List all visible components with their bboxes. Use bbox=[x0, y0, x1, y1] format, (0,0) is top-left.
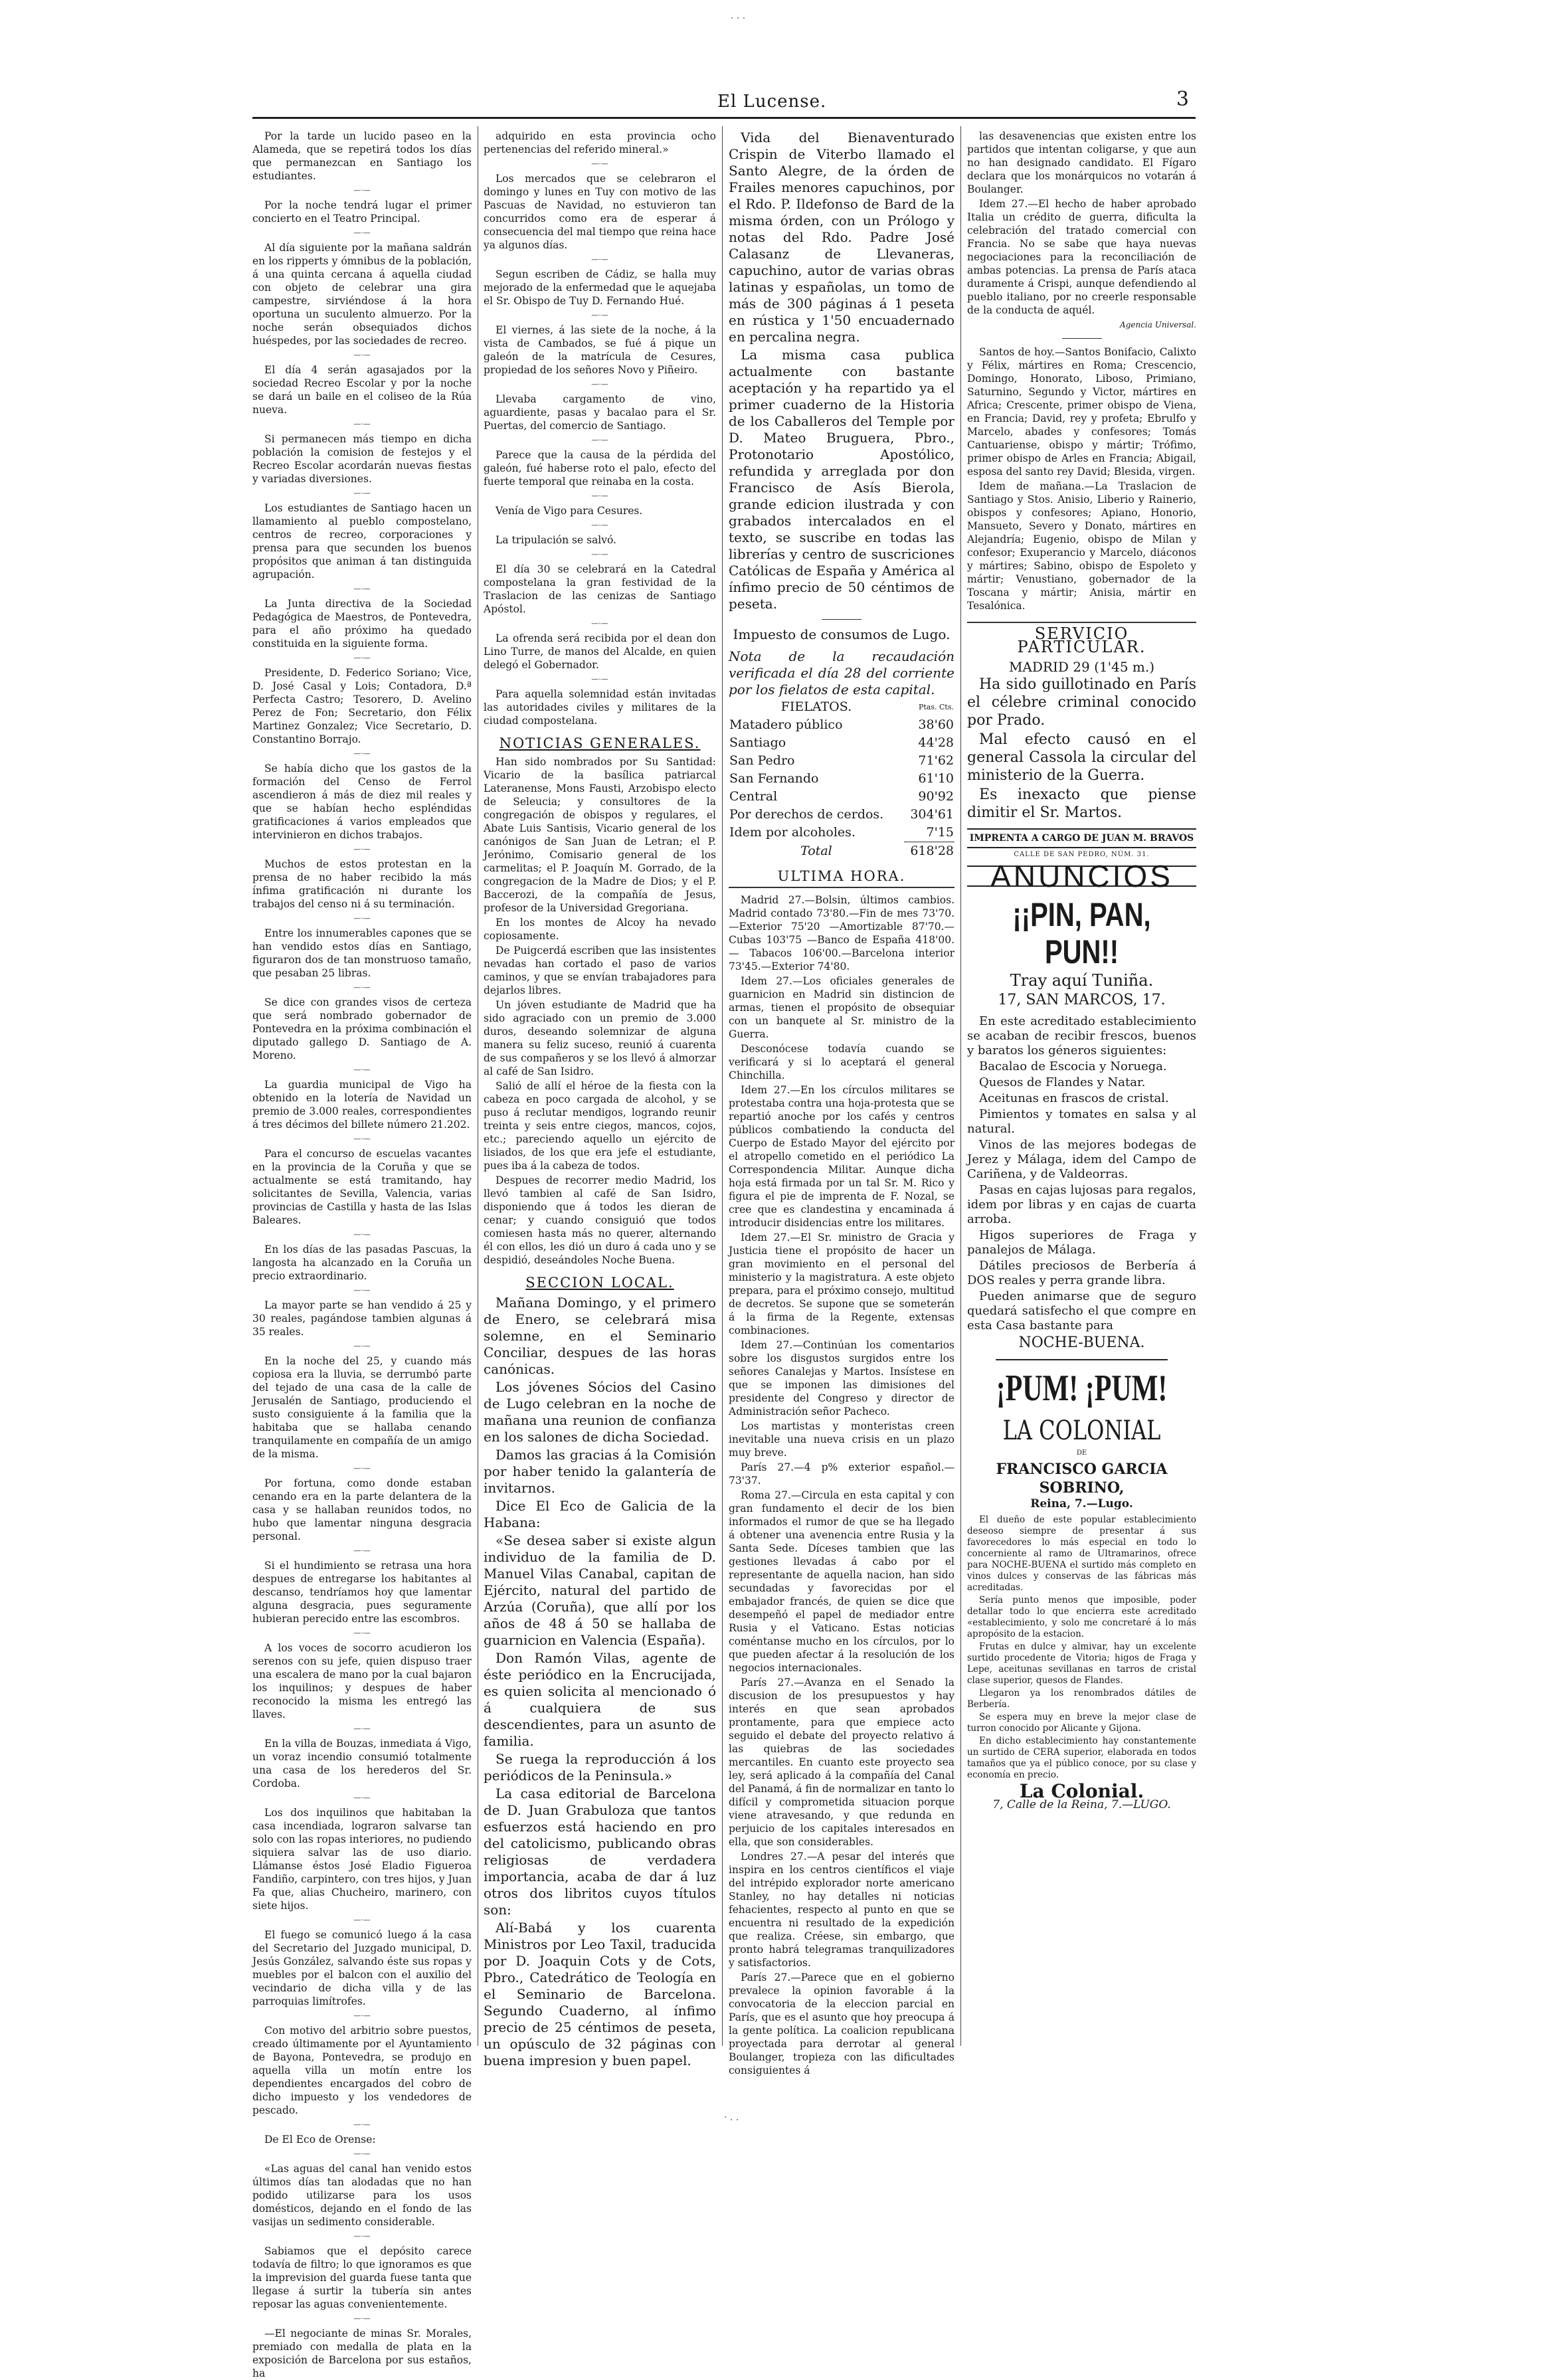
column-2-noticias bbox=[484, 755, 716, 1267]
fielato-name: Idem por alcoholes. bbox=[729, 825, 856, 840]
paragraph: Los jóvenes Sócios del Casino de Lugo celebran en la noche de mañana una reunion de confianza en los salones de dicha Sociedad. bbox=[484, 1379, 716, 1445]
paragraph: París 27.—Parece que en el gobierno prevalece la opinion favorable á la convocatoria de la eleccion parcial en París, que es el asunto que hoy preocupa á la gente política. La coalicion republicana proyectada para derrotar al general Boulanger, tropieza con las dificultades consiguientes á bbox=[729, 1971, 954, 2076]
ornament-divider: —·— bbox=[353, 2232, 371, 2241]
fielato-value: 304'61 bbox=[910, 807, 954, 822]
paragraph: De El Eco de Orense: bbox=[264, 2134, 376, 2146]
ornament-divider: —·— bbox=[591, 619, 608, 628]
paragraph: Los martistas y monteristas creen inevitable una nueva crisis en un plazo muy breve. bbox=[729, 1420, 954, 1459]
fielato-value: 61'10 bbox=[918, 771, 954, 786]
paragraph: Bacalao de Escocia y Noruega. bbox=[979, 1059, 1167, 1073]
paragraph: Parece que la causa de la pérdida del galeón, fué haberse roto el palo, efecto del fuerte temporal que reinaba en la costa. bbox=[484, 449, 716, 488]
fielato-value: 38'60 bbox=[918, 717, 954, 732]
column-2-news bbox=[484, 130, 716, 727]
paragraph: Idem de mañana.—La Traslacion de Santiago y Stos. Anisio, Liberio y Rainerio, obispos y confesores; Apiano, Honorio, Mansueto, Severo y Donato, mártires en Alejandría; Eugenio, obispo de Milan y confesor; Exuperancio y Marcelo, diáconos y mártires; Sabino, obispo de Espoleto y mártir; Venustiano, gobernador de la Toscana y mártir; Anisia, mártir en Tesalónica. bbox=[967, 480, 1196, 612]
paragraph: París 27.—4 p% exterior español.— 73'37. bbox=[729, 1461, 954, 1487]
pin-ad-line-2: 17, SAN MARCOS, 17. bbox=[998, 992, 1166, 1008]
fielato-name: San Fernando bbox=[729, 771, 819, 786]
paragraph: Los estudiantes de Santiago hacen un llamamiento al pueblo compostelano, centros de recreo, corporaciones y prensa para que secunden los buenos propósitos que animan á tan distinguida agrupación. bbox=[252, 502, 472, 581]
ornament-divider: —·— bbox=[353, 585, 371, 593]
paragraph: —El negociante de minas Sr. Morales, premiado con medalla de plata en la exposición de Barcelona por sus estaños, ha bbox=[252, 2328, 472, 2379]
fielato-row bbox=[729, 770, 954, 788]
print-mark: · · · bbox=[731, 13, 746, 24]
pum-pum-ad-title: ¡PUM! ¡PUM! bbox=[996, 1359, 1168, 1410]
paragraph: Llevaba cargamento de vino, aguardiente, pasas y bacalao para el Sr. Puertas, del comercio de Santiago. bbox=[484, 393, 716, 432]
paragraph: Los mercados que se celebraron el domingo y lunes en Tuy con motivo de las Pascuas de Navidad, no estuvieron tan concurridos como era de esperar á consecuencia del mal tiempo que reina hace ya algunos días. bbox=[484, 173, 716, 251]
fielato-row bbox=[729, 734, 954, 752]
ornament-divider: —·— bbox=[353, 1230, 371, 1239]
paragraph: Presidente, D. Federico Soriano; Vice, D. José Casal y Lois; Contadora, D.ª Perfecta Castro; Tesorero, D. Avelino Perez de Fon; Secretario, don Félix Martinez Gonzalez; Vice Secretario, D. Constantino Borrajo. bbox=[252, 667, 472, 745]
ornament-divider: —·— bbox=[591, 159, 608, 168]
garcia-address: Reina, 7.—Lugo. bbox=[1030, 1497, 1133, 1510]
paragraph: Alí-Babá y los cuarenta Ministros por Leo Taxil, traducida por D. Joaquin Cots y de Cots, Pbro., Catedrático de Teología en el Seminario de Barcelona. Segundo Cuaderno, al ínfimo precio de 25 céntimos de peseta, un opúsculo de 32 páginas con buena impresion y buen papel. bbox=[484, 1920, 716, 2068]
ornament-divider: —·— bbox=[353, 2314, 371, 2323]
fielato-row bbox=[729, 806, 954, 824]
paragraph: A los voces de socorro acudieron los serenos con su jefe, quien dispuso traer una escalera de mano por la cual bajaron los inquilinos; y despues de haber reconocido la misma les entregó las llaves. bbox=[252, 1642, 472, 1720]
ornament-divider: —·— bbox=[353, 1629, 371, 1637]
fielato-name: San Pedro bbox=[729, 753, 795, 768]
section-noticias-generales: NOTICIAS GENERALES. bbox=[499, 735, 701, 751]
paragraph: En este acreditado establecimiento se acaban de recibir frescos, buenos y baratos los géneros siguientes: bbox=[967, 1014, 1196, 1057]
ornament-divider: —·— bbox=[353, 2120, 371, 2129]
paragraph: La casa editorial de Barcelona de D. Juan Grabuloza que tantos esfuerzos está haciendo en pro del catolicismo, publicando obras religiosas de verdadera importancia, acaba de dar á luz otros dos libritos cuyos títulos son: bbox=[484, 1785, 716, 1918]
servicio-text bbox=[967, 676, 1196, 822]
paragraph: Un jóven estudiante de Madrid que ha sido agraciado con un premio de 3.000 duros, deseando solemnizar de alguna manera su feliz suceso, reunió á cuarenta de sus compañeros y se los llevó á almorzar al café de San Isidro. bbox=[484, 999, 716, 1077]
ornament-divider: —·— bbox=[591, 436, 608, 444]
fielato-name: Matadero público bbox=[729, 717, 843, 732]
paragraph: Entre los innumerables capones que se han vendido estos días en Santiago, figuraron dos de tan monstruoso tamaño, que pesaban 25 libras. bbox=[252, 927, 472, 979]
paragraph: La ofrenda será recibida por el dean don Lino Turre, de manos del Alcalde, en quien delegó el Gobernador. bbox=[484, 632, 716, 671]
paragraph: Idem 27.—Continúan los comentarios sobre los disgustos surgidos entre los señores Canalejas y Martos. Insístese en que se imponen las dimisiones del presidente del Congreso y director de Administración señor Pacheco. bbox=[729, 1339, 954, 1418]
colonial-footer-name: La Colonial. bbox=[1019, 1780, 1144, 1802]
colonial-de: DE bbox=[1076, 1449, 1087, 1457]
paragraph: Es inexacto que piense dimitir el Sr. Martos. bbox=[967, 786, 1196, 821]
divider bbox=[822, 619, 861, 620]
anuncios-header: ANUNCIOS bbox=[967, 866, 1196, 887]
column-3-telegrams bbox=[729, 893, 954, 2077]
paragraph: las desavenencias que existen entre los partidos que intentan coligarse, y que aun no han designado candidato. El Fígaro declara que los monárquicos no votarán á Boulanger. bbox=[967, 130, 1196, 195]
paragraph: París 27.—Avanza en el Senado la discusion de los presupuestos y hay interés en que sean aprobados prontamente, para que empiece acto seguido el debate del proyecto relativo á las quiebras de las sociedades mercantiles. En cuanto este proyecto sea ley, será aplicado á la compañía del Canal del Panamá, á fin de normalizar en tanto lo difícil y comprometida situacion porque viene atravesando, y que redunda en perjuicio de los capitales interesados en ella, que son considerables. bbox=[729, 1677, 954, 1848]
column-4-santos bbox=[967, 345, 1196, 612]
page-header bbox=[252, 88, 1196, 119]
ornament-divider: —·— bbox=[353, 749, 371, 758]
fielato-row bbox=[729, 824, 954, 842]
paragraph: La tripulación se salvó. bbox=[496, 534, 616, 546]
paragraph: El día 4 serán agasajados por la sociedad Recreo Escolar y por la noche se dará un baile en el coliseo de la Rúa nueva. bbox=[252, 364, 472, 416]
paragraph: Dice El Eco de Galicia de la Habana: bbox=[484, 1498, 716, 1530]
paragraph: Venía de Vigo para Cesures. bbox=[496, 505, 643, 517]
paragraph: Se espera muy en breve la mejor clase de turron conocido por Alicante y Gijona. bbox=[967, 1712, 1196, 1734]
fielato-value: 7'15 bbox=[926, 825, 954, 840]
paragraph: Higos superiores de Fraga y panalejos de Málaga. bbox=[967, 1228, 1196, 1257]
garcia-sobrino-name: FRANCISCO GARCIA SOBRINO, bbox=[996, 1461, 1168, 1497]
paragraph: La Junta directiva de la Sociedad Pedagógica de Maestros, de Pontevedra, para el año próximo ha quedado constituida en la siguiente forma. bbox=[252, 598, 472, 650]
ornament-divider: —·— bbox=[353, 420, 371, 428]
ornament-divider: —·— bbox=[353, 489, 371, 498]
paragraph: Se ruega la reproducción á los periódicos de la Peninsula.» bbox=[484, 1751, 716, 1784]
paragraph: Los dos inquilinos que habitaban la casa incendiada, lograron salvarse tan solo con las ropas interiores, no pudiendo siquiera salvar las de uso diario. Llámanse éstos José Eladio Figueroa Fandiño, carpintero, con tres hijos, y Juan Fa que, alias Chucheiro, marinero, con siete hijos. bbox=[252, 1807, 472, 1912]
column-4-telegrams bbox=[967, 130, 1196, 317]
paragraph: Sabiamos que el depósito carece todavía de filtro; lo que ignoramos es que la imprevision del guarda fuese tanta que llegase á surtir la tubería sin antes reposar las aguas convenientemente. bbox=[252, 2245, 472, 2310]
ornament-divider: —·— bbox=[353, 1916, 371, 1924]
paragraph: Aceitunas en frascos de cristal. bbox=[979, 1091, 1169, 1105]
fielato-name: Central bbox=[729, 789, 778, 804]
fielato-value: 44'28 bbox=[918, 735, 954, 750]
paragraph: Si permanecen más tiempo en dicha población la comision de festejos y el Recreo Escolar acordarán nuevas fiestas y variadas diversiones. bbox=[252, 433, 472, 485]
paragraph: Despues de recorrer medio Madrid, los llevó tambien al café de San Isidro, disponiendo que á todos les dieran de cenar; y cuando consiguió que todos comiesen hasta más no querer, alternando él con ellos, les dió un duro á cada uno y se despidió, deseándoles Noche Buena. bbox=[484, 1174, 716, 1266]
column-3-books bbox=[729, 130, 954, 612]
paragraph: Han sido nombrados por Su Santidad: Vicario de la basílica patriarcal Lateranense, Mons Fausti, Arzobispo electo de Seleucia; y consultores de la congregación de obispos y regulares, el Abate Luis Santisis, Vicario general de los canónigos de San Juan de Letran; el P. Jerónimo, Comisario general de los carmelitas; el P. Joaquín M. Gorrado, de la congregacion de la Madre de Dios; y el P. Baccerozi, de la compañía de Jesus, profesor de la Universidad Gregoriana. bbox=[484, 756, 716, 914]
column-3 bbox=[729, 130, 954, 2076]
paragraph: Dátiles preciosos de Berbería á DOS reales y perra grande libra. bbox=[967, 1259, 1196, 1287]
fielato-value: 90'92 bbox=[918, 789, 954, 804]
paragraph: Por la tarde un lucido paseo en la Alameda, que se repetirá todos los días que permanezcan en Santiago los estudiantes. bbox=[252, 130, 472, 182]
paragraph: Para aquella solemnidad están invitadas las autoridades civiles y militares de la ciudad compostelana. bbox=[484, 688, 716, 727]
impuesto-note: Nota de la recaudación verificada el día 28 del corriente por los fielatos de esta capital. bbox=[729, 648, 954, 697]
ornament-divider: —·— bbox=[591, 255, 608, 264]
ornament-divider: —·— bbox=[353, 229, 371, 237]
ornament-divider: —·— bbox=[353, 2011, 371, 2020]
paragraph: Muchos de estos protestan en la prensa de no haber recibido la más ínfima gratificación ni durante los trabajos del censo ni á su terminación. bbox=[252, 858, 472, 910]
total-label: Total bbox=[800, 843, 832, 858]
page-number: 3 bbox=[1176, 88, 1189, 111]
servicio-dateline: MADRID 29 (1'45 m.) bbox=[1008, 659, 1155, 675]
imprenta-address: CALLE DE SAN PEDRO, NÚM. 31. bbox=[1014, 851, 1150, 858]
ornament-divider: —·— bbox=[353, 1793, 371, 1802]
paragraph: Pimientos y tomates en salsa y al natural. bbox=[967, 1107, 1196, 1136]
paragraph: Madrid 27.—Bolsin, últimos cambios. Madrid contado 73'80.—Fin de mes 73'70. —Exterior 75'20 —Amortizable 87'70.— Cubas 103'75 —Banco de España 418'00. — Tabacos 106'00.—Barcelona interior 73'45.—Exterior 74'80. bbox=[729, 894, 954, 972]
paragraph: El día 30 se celebrará en la Catedral compostelana la gran festividad de la Traslacion de las cenizas de Santiago Apóstol. bbox=[484, 563, 716, 615]
paragraph: Santos de hoy.—Santos Bonifacio, Calixto y Félix, mártires en Roma; Crescencio, Domingo, Honorato, Liboso, Primiano, Saturnino, Segundo y Victor, mártires en Africa; Crescente, primer obispo de Viena, en Francia; David, rey y profeta; Ebrulfo y Marcelo, abades y confesores; Tomás Cantuariense, obispo y mártir; Trófimo, primer obispo de Arles en Francia; Abigail, esposa del santo rey David; Blesida, virgen. bbox=[967, 346, 1196, 478]
pin-ad-body bbox=[967, 1014, 1196, 1333]
ornament-divider: —·— bbox=[353, 1464, 371, 1473]
column-2 bbox=[484, 130, 716, 2068]
paragraph: Idem 27.—El Sr. ministro de Gracia y Justicia tiene el propósito de hacer un gran movimiento en el personal del ministerio y la magistratura. A este objeto prepara, para el próximo consejo, multitud de decretos. Se supone que se someterán á la firma de la Regente, extensas combinaciones. bbox=[729, 1232, 954, 1336]
paragraph: Damos las gracias á la Comisión por haber tenido la galantería de invitarnos. bbox=[484, 1447, 716, 1496]
ornament-divider: —·— bbox=[353, 1546, 371, 1555]
paragraph: En los días de las pasadas Pascuas, la langosta ha alcanzado en la Coruña un precio extraordinario. bbox=[252, 1243, 472, 1282]
paragraph: En la noche del 25, y cuando más copiosa era la lluvia, se derrumbó parte del tejado de una casa de la calle de Jerusalén de Santiago, produciendo el susto consiguiente á la familia que la habitaba que se hallaba cenando tranquilamente en compañía de un amigo de la misma. bbox=[252, 1355, 472, 1460]
paragraph: adquirido en esta provincia ocho pertenencias del referido mineral.» bbox=[484, 130, 716, 155]
fielato-row bbox=[729, 788, 954, 806]
ornament-divider: —·— bbox=[353, 1286, 371, 1295]
pin-pan-pun-ad-title: ¡¡PIN, PAN, PUN!! bbox=[1012, 896, 1151, 970]
paragraph: Don Ramón Vilas, agente de éste periódico en la Encrucijada, es quien solicita al mencionado ó á cualquiera de sus descendientes, para un asunto de familia. bbox=[484, 1650, 716, 1749]
paragraph: En la villa de Bouzas, inmediata á Vigo, un voraz incendio consumió totalmente una casa de los herederos del Sr. Cordoba. bbox=[252, 1738, 472, 1789]
agencia-signature: Agencia Universal. bbox=[1120, 320, 1196, 329]
ornament-divider: —·— bbox=[353, 351, 371, 359]
paragraph: Salió de allí el héroe de la fiesta con la cabeza en poco cargada de alcohol, y se puso á reclutar mendigos, logrando reunir treinta y seis entre ciegos, mancos, cojos, etc.; pareciendo aquello un ejército de lisiados, de los que era jefe el estudiante, pues iba á la cabeza de todos. bbox=[484, 1080, 716, 1172]
paragraph: Frutas en dulce y almivar, hay un excelente surtido procedente de Vitoria; higos de Fraga y Lepe, aceitunas sevillanas en tarros de cristal clase superior, quesos de Flandes. bbox=[967, 1641, 1196, 1686]
paragraph: La misma casa publica actualmente con bastante aceptación y ha repartido ya el primer cuaderno de la Historia de los Caballeros del Temple por D. Mateo Bruguera, Pbro., Protonotario Apostólico, refundida y arreglada por don Francisco de Asís Bierola, grande edicion ilustrada y con grabados intercalados en el texto, se suscribe en todas las librerías y centro de suscriciones Católicas de España y América al ínfimo precio de 50 céntimos de peseta. bbox=[729, 347, 954, 612]
fielato-name: Santiago bbox=[729, 735, 786, 750]
ornament-divider: —·— bbox=[353, 845, 371, 854]
paragraph: Quesos de Flandes y Natar. bbox=[979, 1075, 1146, 1089]
paragraph: Se dice con grandes visos de certeza que será nombrado gobernador de Pontevedra en la próxima combinación el diputado gallego D. Santiago de A. Moreno. bbox=[252, 996, 472, 1061]
ornament-divider: —·— bbox=[353, 1724, 371, 1733]
paragraph: «Se desea saber si existe algun individuo de la familia de D. Manuel Vilas Canabal, capitan de Ejército, natural del partido de Arzúa (Coruña), que allí por los años de 48 á 50 se hallaba de guarnicion en Valencia (España). bbox=[484, 1532, 716, 1648]
ornament-divider: —·— bbox=[353, 983, 371, 992]
column-rule bbox=[960, 126, 961, 2046]
print-mark: · . . bbox=[724, 2112, 739, 2123]
paragraph: Llegaron ya los renombrados dátiles de Berbería. bbox=[967, 1688, 1196, 1710]
paragraph: Para el concurso de escuelas vacantes en la provincia de la Coruña y que se actualmente se está tramitando, hay solicitantes de Sevilla, Valencia, varias provincias de Castilla y hasta de las Islas Baleares. bbox=[252, 1148, 472, 1226]
paragraph: Mañana Domingo, y el primero de Enero, se celebrará misa solemne, en el Seminario Conciliar, despues de las horas canónicas. bbox=[484, 1295, 716, 1377]
ornament-divider: —·— bbox=[591, 492, 608, 500]
impuesto-title: Impuesto de consumos de Lugo. bbox=[733, 626, 951, 642]
paragraph: Con motivo del arbitrio sobre puestos, creado últimamente por el Ayuntamiento de Bayona, Pontevedra, se produjo en aquella villa un motín entre los dependientes encargados del cobro de dicho impuesto y los vendedores de pescado. bbox=[252, 2025, 472, 2116]
fielato-name: Por derechos de cerdos. bbox=[729, 807, 884, 822]
paragraph: Roma 27.—Circula en esta capital y con gran fundamento el decir de los bien informados el rumor de que se ha llegado á obtener una avenencia entre Rusia y la Santa Sede. Díceses tambien que las gestiones llevadas á cabo por el representante de aquella nacion, han sido secundadas y favorecidas por el embajador francés, de quien se dice que desempeñó el papel de mediador entre Rusia y el Vaticano. Estas noticias coméntanse mucho en los círculos, por lo que pueden afectar á la resolución de los negocios internacionales. bbox=[729, 1489, 954, 1674]
imprenta-line: IMPRENTA A CARGO DE JUAN M. BRAVOS bbox=[967, 828, 1196, 848]
paragraph: Sería punto menos que imposible, poder detallar todo lo que encierra este acreditado «establecimiento, y solo me concretaré á lo más apropósito de la estacion. bbox=[967, 1595, 1196, 1639]
fielato-row bbox=[729, 716, 954, 734]
pin-ad-footer: NOCHE-BUENA. bbox=[1018, 1334, 1145, 1351]
paragraph: Si el hundimiento se retrasa una hora despues de entregarse los habitantes al descanso, tendríamos hoy que lamentar alguna desgracia, pues seguramente hubieran perecido entre las escombros. bbox=[252, 1560, 472, 1625]
divider bbox=[1062, 338, 1102, 339]
paragraph: En los montes de Alcoy ha nevado copiosamente. bbox=[484, 917, 716, 942]
column-4 bbox=[967, 130, 1196, 2049]
paragraph: Pasas en cajas lujosas para regalos, idem por libras y en cajas de cuarta arroba. bbox=[967, 1183, 1196, 1226]
total-value: 618'28 bbox=[904, 842, 954, 861]
section-local: SECCION LOCAL. bbox=[525, 1275, 674, 1291]
paragraph: Vida del Bienaventurado Crispin de Viterbo llamado el Santo Alegre, de la órden de Frailes menores capuchinos, por el Rdo. P. Ildefonso de Bard de la misma órden, con un Prólogo y notas del Rdo. Padre José Calasanz de Llevaneras, capuchino, autor de varias obras latinas y españolas, un tomo de más de 300 páginas á 1 peseta en rústica y 1'50 encuadernado en percalina negra. bbox=[729, 130, 954, 345]
ornament-divider: —·— bbox=[591, 311, 608, 320]
paragraph: Por la noche tendrá lugar el primer concierto en el Teatro Principal. bbox=[252, 199, 472, 225]
paragraph: El fuego se comunicó luego á la casa del Secretario del Juzgado municipal, D. Jesús González, salvando éste sus ropas y muebles por el balcon con el auxilio del vecindario de dicha villa y de las parroquias limítrofes. bbox=[252, 1929, 472, 2007]
paragraph: De Puigcerdá escriben que las insistentes nevadas han cortado el paso de varios caminos, y que se envían trabajadores para dejarlos libres. bbox=[484, 945, 716, 996]
paragraph: Por fortuna, como donde estaban cenando era en la parte delantera de la casa y se hallaban reunidos todos, no hubo que lamentar ninguna desgracia personal. bbox=[252, 1477, 472, 1542]
fielatos-unit: Ptas. Cts. bbox=[919, 703, 954, 711]
servicio-title: SERVICIO PARTICULAR. bbox=[967, 622, 1196, 654]
paragraph: Idem 27.—El hecho de haber aprobado Italia un crédito de guerra, dificulta la celebración del tratado comercial con Francia. No se sabe que haya nuevas negociaciones para la reconciliación de ambas potencias. La prensa de París ataca duramente á Crispi, aunque defendiendo al pueblo italiano, por no creerle responsable de la conducta de aquél. bbox=[967, 198, 1196, 316]
ornament-divider: —·— bbox=[591, 521, 608, 529]
ornament-divider: —·— bbox=[353, 654, 371, 662]
colonial-ad-body bbox=[967, 1514, 1196, 1781]
fielatos-header: FIELATOS. bbox=[780, 699, 852, 714]
paragraph: Mal efecto causó en el general Cassola la circular del ministerio de la Guerra. bbox=[967, 731, 1196, 784]
colonial-footer-address: 7, Calle de la Reina, 7.—LUGO. bbox=[992, 1798, 1171, 1811]
paragraph: En dicho establecimiento hay constantemente un surtido de CERA superior, elaborada en todos tamaños que ya el público conoce, por su clase y economía en precio. bbox=[967, 1736, 1196, 1780]
fielato-row bbox=[729, 752, 954, 770]
ornament-divider: —·— bbox=[353, 1065, 371, 1074]
paragraph: Vinos de las mejores bodegas de Jerez y Málaga, idem del Campo de Cariñena, y de Valdeorras. bbox=[967, 1138, 1196, 1181]
paragraph: El dueño de este popular establecimiento deseoso siempre de presentar á sus favorecedores lo más especial en todo lo concerniente al ramo de Ultramarinos, ofrece para NOCHE-BUENA el surtido más completo en vinos dulces y conservas de las fábricas más acreditadas. bbox=[967, 1514, 1196, 1593]
pin-ad-line-1: Tray aquí Tuniña. bbox=[1010, 971, 1154, 990]
ornament-divider: —·— bbox=[353, 1135, 371, 1143]
paragraph: Ha sido guillotinado en París el célebre criminal conocido por Prado. bbox=[967, 676, 1196, 729]
ornament-divider: —·— bbox=[591, 550, 608, 559]
newspaper-title: El Lucense. bbox=[717, 92, 827, 112]
ornament-divider: —·— bbox=[353, 914, 371, 923]
column-1 bbox=[252, 130, 472, 2379]
paragraph: Desconócese todavía cuando se verificará y si lo aceptará el general Chinchilla. bbox=[729, 1043, 954, 1081]
paragraph: El viernes, á las siete de la noche, á la vista de Cambados, se fué á pique un galeón de la matrícula de Cesures, propiedad de los señores Novo y Piñeiro. bbox=[484, 324, 716, 376]
fielato-value: 71'62 bbox=[918, 753, 954, 768]
paragraph: Pueden animarse que de seguro quedará satisfecho el que compre en esta Casa bastante para bbox=[967, 1289, 1196, 1332]
ornament-divider: —·— bbox=[591, 675, 608, 684]
paragraph: Idem 27.—En los círculos militares se protestaba contra una hoja-protesta que se repartió anoche por los cafés y centros públicos combatiendo la conducta del Cuerpo de Estado Mayor del ejército por el atropello cometido en el periódico La Correspondencia Militar. Aunque dicha hoja está firmada por un tal Sr. M. Rico y figura el pie de imprenta de F. Nozal, se cree que es clandestina y encaminada á introducir disidencias entre los militares. bbox=[729, 1084, 954, 1229]
ornament-divider: —·— bbox=[353, 1342, 371, 1350]
ornament-divider: —·— bbox=[353, 186, 371, 195]
paragraph: Segun escriben de Cádiz, se halla muy mejorado de la enfermedad que le aquejaba el Sr. Obispo de Tuy D. Fernando Hué. bbox=[484, 268, 716, 307]
ornament-divider: —·— bbox=[353, 2150, 371, 2158]
paragraph: «Las aguas del canal han venido estos últimos días tan alodadas que no han podido utilizarse para los usos domésticos, dejando en el fondo de las vasijas un sedimento considerable. bbox=[252, 2163, 472, 2228]
paragraph: Se había dicho que los gastos de la formación del Censo de Ferrol ascendieron á más de diez mil reales y que se habían hecho espléndidas gratificaciones á varios empleados que intervinieron en dichos trabajos. bbox=[252, 763, 472, 841]
column-2-local bbox=[484, 1295, 716, 2069]
column-rule bbox=[722, 126, 723, 2046]
fielatos-table bbox=[729, 698, 954, 860]
ornament-divider: —·— bbox=[591, 380, 608, 389]
paragraph: Al día siguiente por la mañana saldrán en los ripperts y ómnibus de la población, á una quinta cercana á aquella ciudad con objeto de celebrar una gira campestre, sirviéndose á la hora oportuna un suculento almuerzo. Por la noche serán obsequiados dichos huéspedes, por las sociedades de recreo. bbox=[252, 242, 472, 347]
paragraph: Londres 27.—A pesar del interés que inspira en los centros científicos el viaje del intrépido explorador norte americano Stanley, no hay detalles ni noticias fehacientes, respecto al punto en que se encuentra ni resultado de la expedición que realiza. Créese, sin embargo, que pronto habrá telegramas tranquilizadores y satisfactorios. bbox=[729, 1851, 954, 1969]
paragraph: Idem 27.—Los oficiales generales de guarnicion en Madrid sin distincion de armas, tienen el propósito de obsequiar con un banquete al Sr. ministro de la Guerra. bbox=[729, 975, 954, 1040]
paragraph: La guardia municipal de Vigo ha obtenido en la lotería de Navidad un premio de 3.000 reales, correspondientes á tres décimos del billete número 21.202. bbox=[252, 1079, 472, 1131]
section-ultima-hora: ULTIMA HORA. bbox=[729, 870, 954, 888]
paragraph: La mayor parte se han vendido á 25 y 30 reales, pagándose tambien algunas á 35 reales. bbox=[252, 1299, 472, 1338]
la-colonial-title: LA COLONIAL bbox=[1002, 1416, 1161, 1446]
